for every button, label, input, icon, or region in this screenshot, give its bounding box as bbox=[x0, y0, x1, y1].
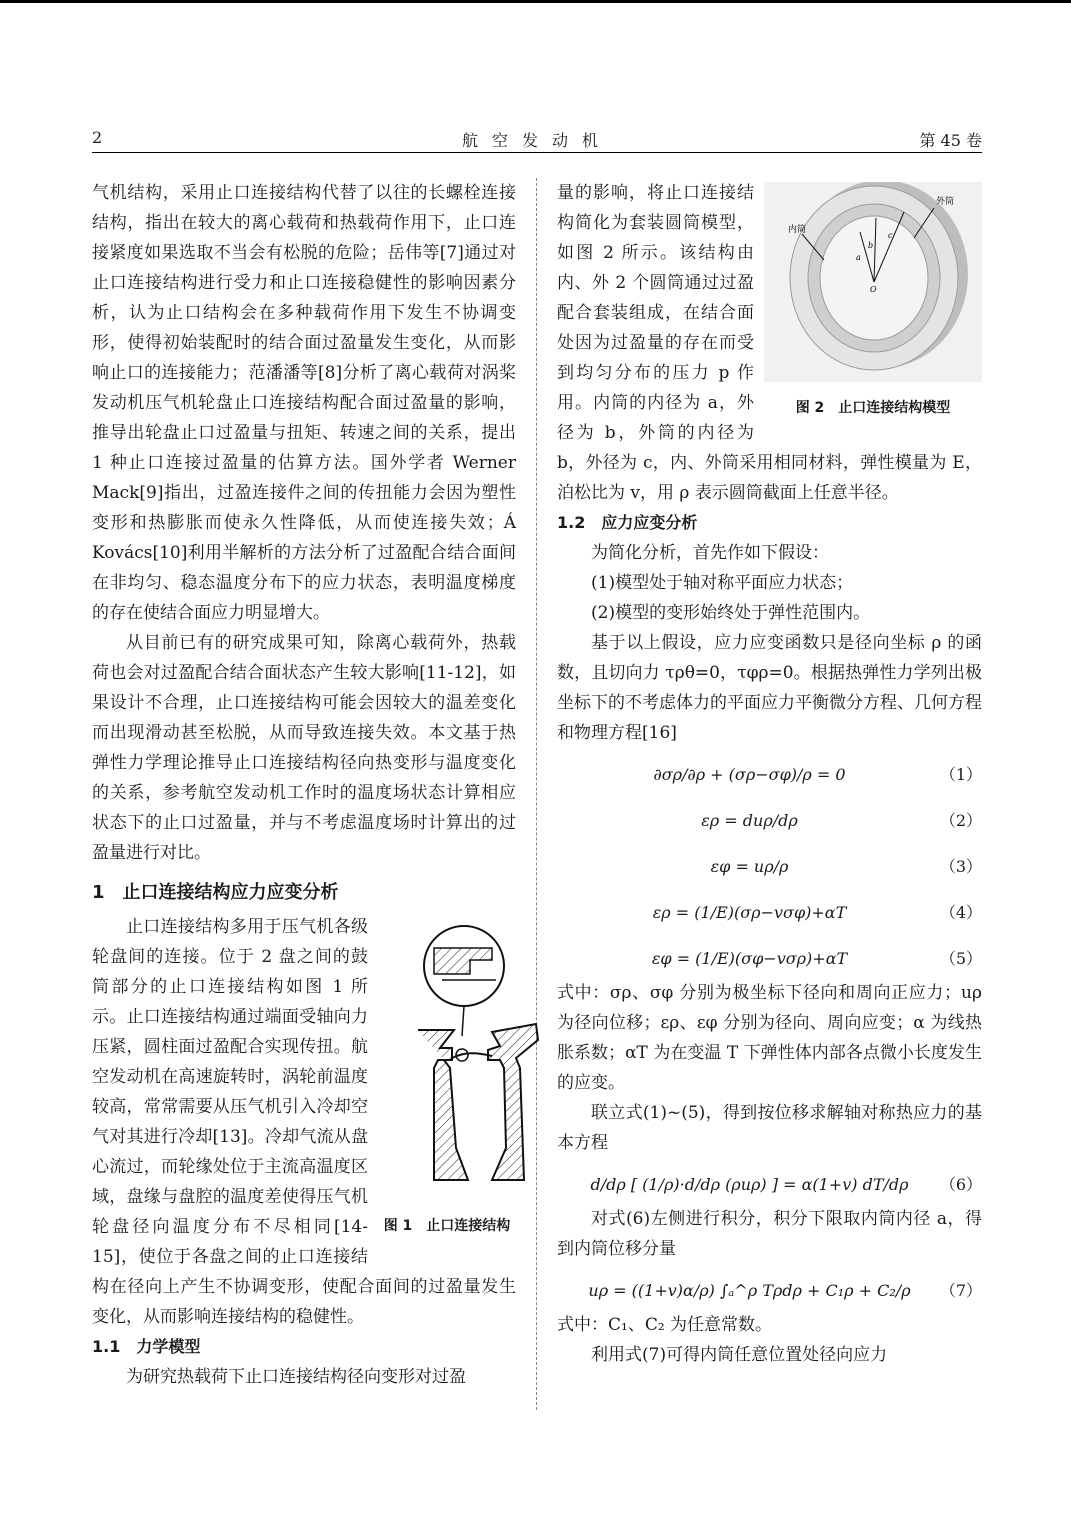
equation-2: ερ = duρ/dρ （2） bbox=[701, 811, 982, 830]
paragraph-text: 止口连接结构多用于压气机各级轮盘间的连接。位于 2 盘之间的鼓筒部分的止口连接结构如图 1 所示。止口连接结构通过端面受轴向力压紧，圆柱面过盈配合实现传扭。航空发动机在高速旋转时，涡轮前温度较高，常常需要从压气机引入冷却空气对其进行冷却[13]。冷却气流从盘心流过，而轮缘处位于主流高温度区域，盘缘与盘腔的温度差使得压气机轮盘径向温度分布不尽相同[14-15]，使位于各盘之间的止口连接结构在径向上产生不协调变形，使配合面间的过盈量发生变化，从而影响连接结构的稳健性。 bbox=[92, 917, 516, 1327]
section-heading: 1 止口连接结构应力应变分析 bbox=[92, 882, 339, 903]
inner-tube-label: 内筒 bbox=[788, 225, 807, 235]
header-rule bbox=[92, 152, 982, 153]
volume-label: 第 45 卷 bbox=[919, 131, 982, 150]
paragraph: 气机结构，采用止口连接结构代替了以往的长螺栓连接结构，指出在较大的离心载荷和热载荷作用下，止口连接紧度如果选取不当会有松脱的危险；岳伟等[7]通过对止口连接结构进行受力和止口连接稳健性的影响因素分析，认为止口结构会在多种载荷作用下发生不协调变形，使得初始装配时的结合面过盈量发生变化，从而影响止口的连接能力；范潘潘等[8]分析了离心载荷对涡桨发动机压气机轮盘止口连接结构配合面过盈量的影响，推导出轮盘止口过盈量与扭矩、转速之间的关系，提出 1 种止口连接过盈量的估算方法。国外学者 Werner Mack[9]指出，过盈连接件之间的传扭能力会因为塑性变形和热膨胀而使永久性降低，从而使连接失效；Á Kovács[10]利用半解析的方法分析了过盈配合结合面间在非均匀、稳态温度分布下的应力状态，表明温度梯度的存在使结合面应力明显增大。 bbox=[92, 183, 516, 623]
paragraph-text: 量的影响，将止口连接结构简化为套装圆筒模型，如图 2 所示。该结构由内、外 2 个圆筒通过过盈配合套装组成，在结合面处因为过盈量的存在而受到均匀分布的压力 p 作用。内筒的内径为 a，外径为 b，外筒的内径为 b，外径为 c，内、外筒采用相同材料，弹性模量为 E，泊松比为 v，用 ρ 表示圆筒截面上任意半径。 bbox=[557, 183, 982, 503]
journal-title: 航空发动机 bbox=[461, 131, 612, 150]
paragraph: 从目前已有的研究成果可知，除离心载荷外，热载荷也会对过盈配合结合面状态产生较大影响[11-12]，如果设计不合理，止口连接结构可能会因较大的温差变化而出现滑动甚至松脱，从而导致连接失效。本文基于热弹性力学理论推导止口连接结构径向热变形与温度变化的关系，参考航空发动机工作时的温度场状态计算相应状态下的止口过盈量，并与不考虑温度场时计算出的过盈量进行对比。 bbox=[92, 633, 516, 863]
equation-1: ∂σρ/∂ρ + (σρ−σφ)/ρ = 0 （1） bbox=[653, 765, 982, 784]
equation-6: d/dρ [ (1/ρ)·d/dρ (ρuρ) ] = α(1+v) dT/dρ （6） bbox=[590, 1175, 982, 1194]
radius-c-label: c bbox=[888, 231, 893, 240]
cylinder-model-drawing bbox=[764, 182, 982, 382]
top-border bbox=[0, 0, 1071, 3]
subsection-heading: 1.2 应力应变分析 bbox=[557, 513, 698, 532]
figure-1 bbox=[378, 918, 516, 1240]
radius-b-label: b bbox=[868, 241, 874, 250]
paragraph: 对式(6)左侧进行积分，积分下限取内筒内径 a，得到内筒位移分量 bbox=[557, 1209, 982, 1259]
paragraph: 为研究热载荷下止口连接结构径向变形对过盈 bbox=[126, 1367, 466, 1387]
origin-label: O bbox=[870, 285, 877, 294]
paragraph-with-figure bbox=[92, 912, 516, 1332]
subsection-heading: 1.1 力学模型 bbox=[92, 1337, 201, 1356]
radius-a-label: a bbox=[856, 253, 861, 262]
paragraph-with-figure bbox=[557, 178, 982, 508]
figure-1-caption: 图 1 止口连接结构 bbox=[383, 1218, 511, 1234]
outer-tube-label: 外筒 bbox=[936, 197, 955, 207]
assumption-1: (1)模型处于轴对称平面应力状态； bbox=[591, 573, 854, 593]
running-header bbox=[92, 128, 982, 152]
figure-2-caption: 图 2 止口连接结构模型 bbox=[795, 400, 951, 416]
spigot-structure-drawing bbox=[412, 918, 550, 1200]
equation-7: uρ = ((1+v)α/ρ) ∫ₐ^ρ Tρdρ + C₁ρ + C₂/ρ （7） bbox=[588, 1281, 982, 1300]
paragraph: 为简化分析，首先作如下假设： bbox=[591, 543, 829, 563]
left-column bbox=[92, 178, 516, 1392]
paragraph: 利用式(7)可得内筒任意位置处径向应力 bbox=[591, 1345, 888, 1365]
column-separator bbox=[536, 178, 537, 1410]
assumption-2: (2)模型的变形始终处于弹性范围内。 bbox=[591, 603, 871, 623]
figure-2 bbox=[764, 182, 982, 422]
paragraph: 式中：C₁、C₂ 为任意常数。 bbox=[557, 1315, 773, 1335]
paragraph: 联立式(1)~(5)，得到按位移求解轴对称热应力的基本方程 bbox=[557, 1103, 982, 1153]
page-number: 2 bbox=[92, 128, 103, 147]
equation-3: εφ = uρ/ρ （3） bbox=[710, 857, 982, 876]
equation-5: εφ = (1/E)(σφ−vσρ)+αT （5） bbox=[651, 949, 982, 968]
paragraph: 基于以上假设，应力应变函数只是径向坐标 ρ 的函数，且切向力 τρθ=0，τφρ=0。根据热弹性力学列出极坐标下的不考虑体力的平面应力平衡微分方程、几何方程和物理方程[16] bbox=[557, 633, 982, 743]
paragraph: 式中：σρ、σφ 分别为极坐标下径向和周向正应力；uρ 为径向位移；ερ、εφ 分别为径向、周向应变；α 为线热胀系数；αT 为在变温 T 下弹性体内部各点微小长度发生的应变。 bbox=[557, 983, 982, 1093]
equation-4: ερ = (1/E)(σρ−vσφ)+αT （4） bbox=[652, 903, 982, 922]
right-column bbox=[557, 178, 982, 1370]
